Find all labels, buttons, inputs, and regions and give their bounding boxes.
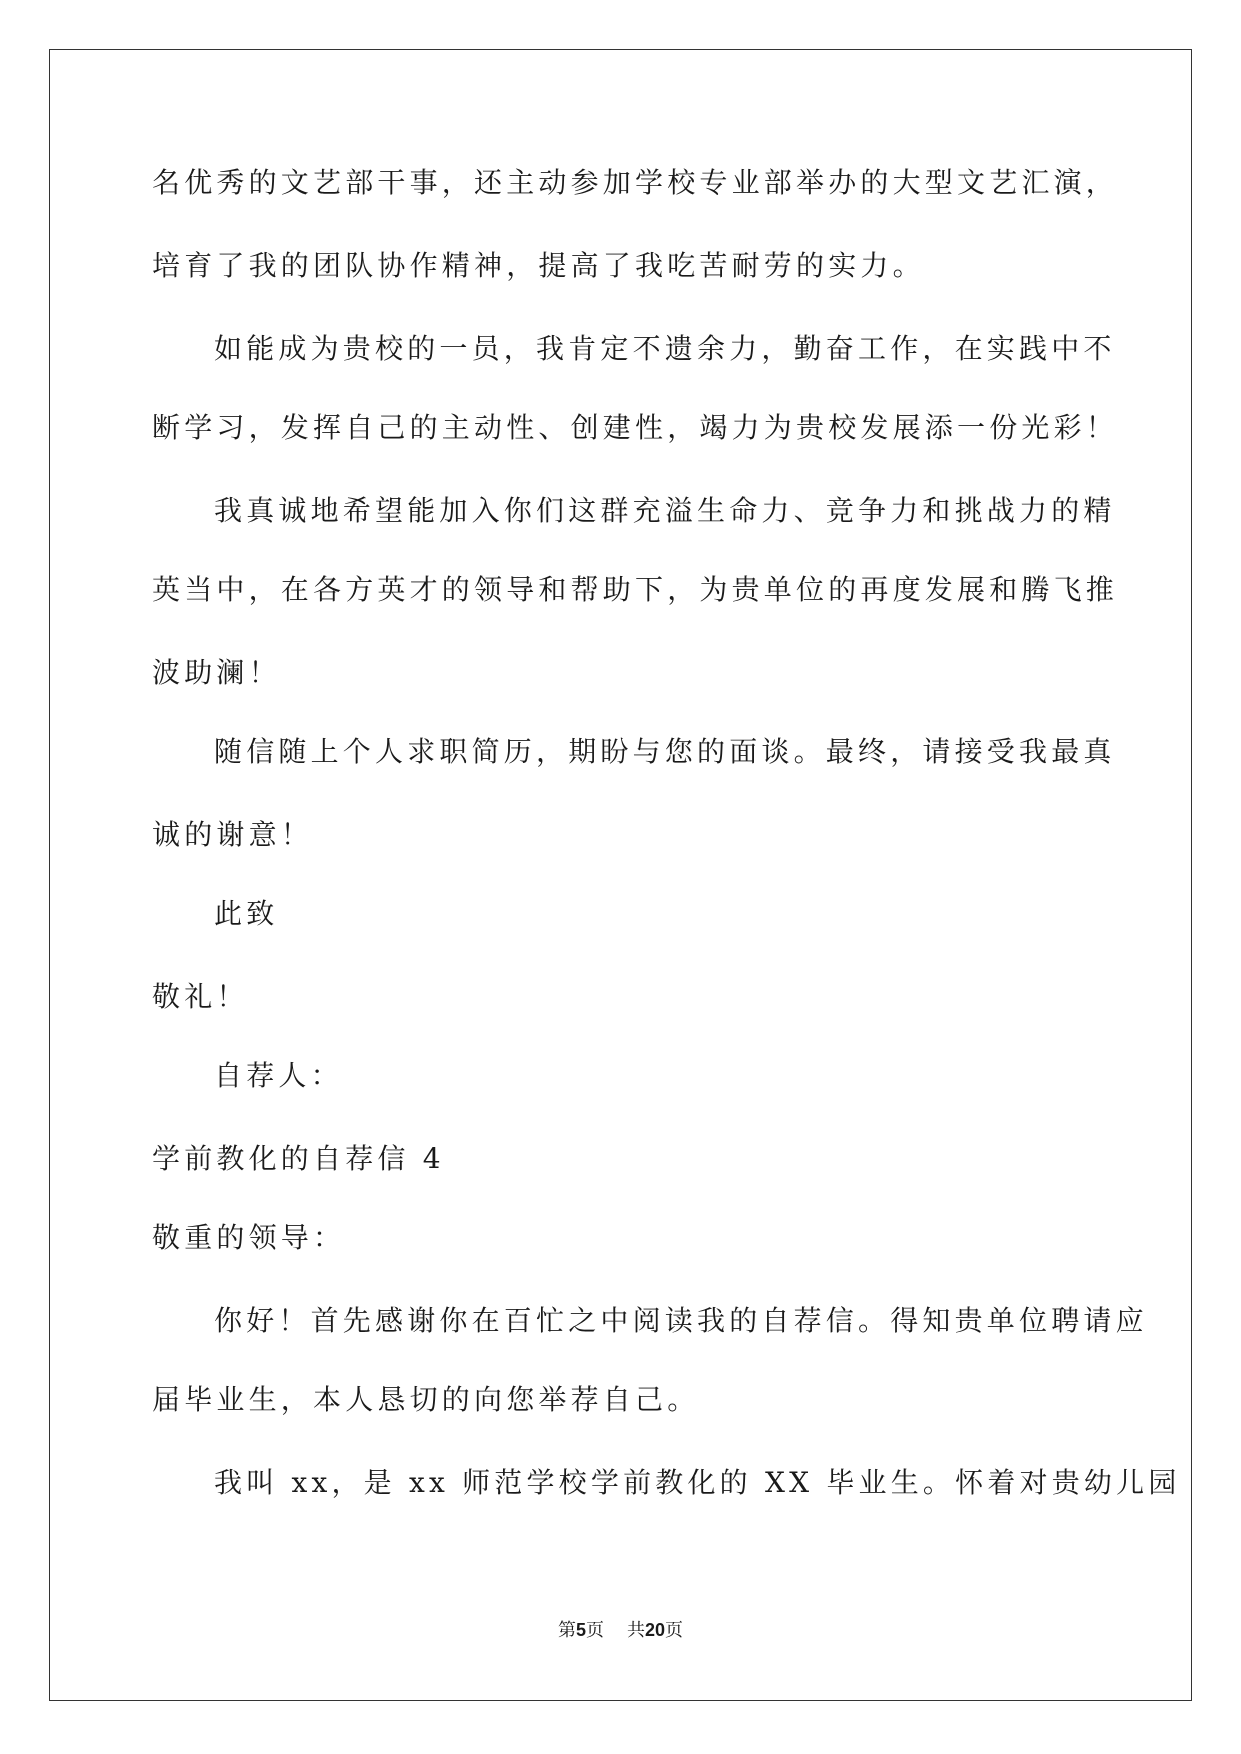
closing-salutation: 此致 — [214, 897, 279, 930]
text-line: 断学习，发挥自己的主动性、创建性，竭力为贵校发展添一份光彩！ — [152, 411, 1119, 444]
paragraph-start-line: 我真诚地希望能加入你们这群充溢生命力、竞争力和挑战力的精 — [214, 494, 1116, 527]
paragraph-start-line: 你好！首先感谢你在百忙之中阅读我的自荐信。得知贵单位聘请应 — [214, 1304, 1148, 1337]
paragraph-start-line: 我叫 xx，是 xx 师范学校学前教化的 XX 毕业生。怀着对贵幼儿园 — [214, 1466, 1181, 1499]
greeting-line: 敬重的领导： — [152, 1221, 346, 1254]
page-border — [49, 49, 1192, 1701]
page-footer — [0, 1618, 1241, 1643]
paragraph-start-line: 随信随上个人求职简历，期盼与您的面谈。最终，请接受我最真 — [214, 735, 1116, 768]
footer-page-suffix: 页 — [586, 1620, 605, 1641]
text-line: 波助澜！ — [152, 656, 281, 689]
text-line: 培育了我的团队协作精神，提高了我吃苦耐劳的实力。 — [152, 249, 925, 282]
footer-total-suffix: 页 — [664, 1620, 683, 1641]
footer-total-prefix: 共 — [626, 1620, 645, 1641]
total-pages: 20 — [644, 1620, 665, 1640]
text-line: 诚的谢意！ — [152, 818, 314, 851]
footer-prefix: 第 — [558, 1620, 577, 1641]
signature-label: 自荐人： — [214, 1059, 343, 1092]
section-title: 学前教化的自荐信 4 — [152, 1142, 445, 1175]
paragraph-start-line: 如能成为贵校的一员，我肯定不遗余力，勤奋工作，在实践中不 — [214, 332, 1116, 365]
text-line: 届毕业生，本人恳切的向您举荐自己。 — [152, 1383, 700, 1416]
text-line: 名优秀的文艺部干事，还主动参加学校专业部举办的大型文艺汇演， — [152, 166, 1119, 199]
closing-regards: 敬礼！ — [152, 980, 249, 1013]
text-line: 英当中，在各方英才的领导和帮助下，为贵单位的再度发展和腾飞推 — [152, 573, 1119, 606]
page-number: 5 — [576, 1620, 587, 1640]
